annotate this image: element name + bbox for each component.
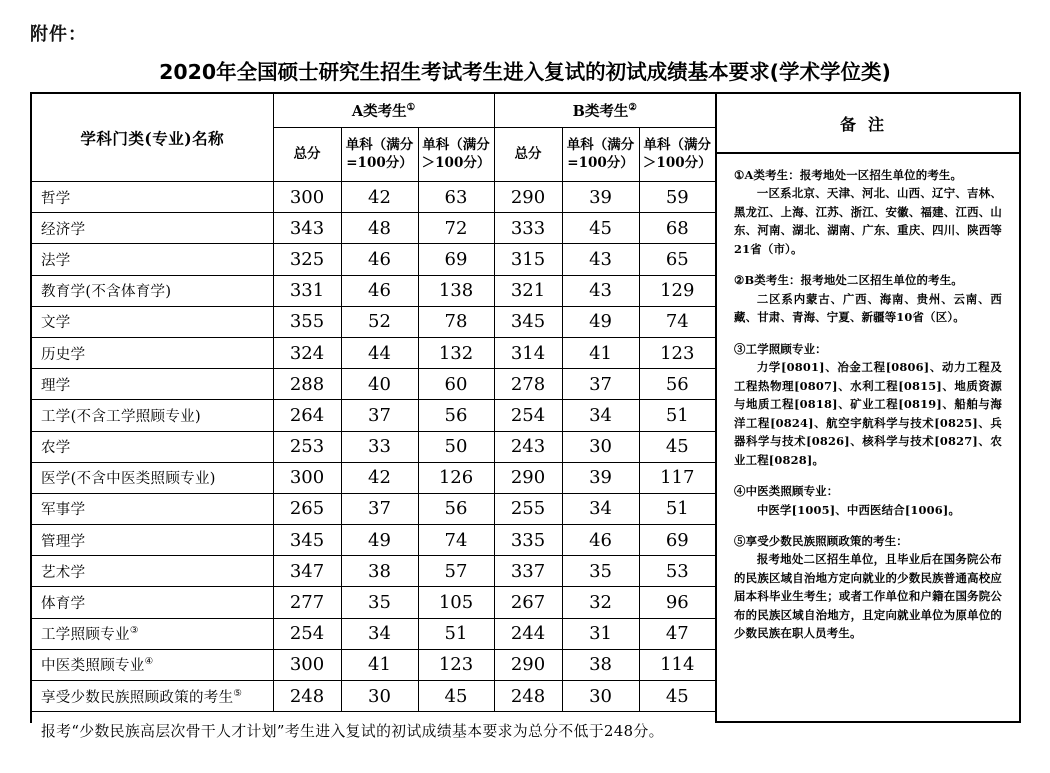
cell-a-sub-eq100: 46 (341, 244, 418, 275)
cell-a-sub-gt100: 123 (418, 649, 494, 680)
row-discipline-label: 艺术学 (41, 564, 86, 581)
table-row (32, 337, 715, 368)
row-discipline-name (32, 213, 273, 244)
cell-b-sub-eq100: 34 (562, 400, 639, 431)
header-b-sub-eq100 (562, 128, 639, 182)
row-discipline-label: 法学 (41, 252, 71, 269)
row-discipline-name (32, 337, 273, 368)
row-discipline-name (32, 275, 273, 306)
cell-a-sub-eq100: 52 (341, 306, 418, 337)
note-item (734, 340, 1002, 469)
cell-a-total: 331 (273, 275, 341, 306)
cell-a-total: 288 (273, 369, 341, 400)
cell-a-sub-eq100: 42 (341, 182, 418, 213)
cell-b-sub-gt100: 74 (639, 306, 715, 337)
header-group-a-label: A类考生 (351, 103, 407, 120)
row-discipline-label: 理学 (41, 377, 71, 394)
cell-b-sub-eq100: 38 (562, 649, 639, 680)
cell-a-sub-gt100: 45 (418, 681, 494, 712)
cell-a-sub-eq100: 37 (341, 400, 418, 431)
header-discipline-name: 学科门类(专业)名称 (32, 94, 273, 182)
table-foot (32, 712, 715, 749)
cell-a-sub-gt100: 126 (418, 462, 494, 493)
footnote-marker-2: ② (628, 102, 637, 114)
cell-a-sub-gt100: 69 (418, 244, 494, 275)
table-row (32, 275, 715, 306)
cell-a-sub-gt100: 132 (418, 337, 494, 368)
cell-b-sub-eq100: 39 (562, 182, 639, 213)
cell-b-total: 335 (494, 525, 562, 556)
cell-b-sub-gt100: 123 (639, 337, 715, 368)
note-text: 力学[0801]、冶金工程[0806]、动力工程及工程热物理[0807]、水利工程[0815]、地质资源与地质工程[0818]、矿业工程[0819]、船舶与海洋工程[0824]、航空宇航科学与技术[0825]、兵器科学与技术[0826]、核科学与技术[0827]、农业工程[0828]。 (734, 360, 1002, 467)
row-discipline-label: 经济学 (41, 221, 86, 238)
cell-b-total: 321 (494, 275, 562, 306)
header-b-total: 总分 (494, 128, 562, 182)
cell-a-total: 347 (273, 556, 341, 587)
cell-b-sub-eq100: 46 (562, 525, 639, 556)
row-discipline-name (32, 244, 273, 275)
row-discipline-name (32, 182, 273, 213)
row-discipline-name (32, 306, 273, 337)
header-group-a (273, 94, 494, 128)
cell-b-sub-eq100: 45 (562, 213, 639, 244)
cell-b-sub-eq100: 31 (562, 618, 639, 649)
cell-a-total: 300 (273, 182, 341, 213)
cell-b-sub-eq100: 43 (562, 244, 639, 275)
cell-b-sub-eq100: 43 (562, 275, 639, 306)
cell-a-total: 343 (273, 213, 341, 244)
cell-b-sub-eq100: 35 (562, 556, 639, 587)
note-text: 一区系北京、天津、河北、山西、辽宁、吉林、黑龙江、上海、江苏、浙江、安徽、福建、江西、山东、河南、湖北、湖南、广东、重庆、四川、陕西等21省（市）。 (734, 186, 1002, 256)
row-discipline-label: 医学(不含中医类照顾专业) (41, 471, 216, 488)
cell-b-sub-gt100: 129 (639, 275, 715, 306)
score-requirements-table (30, 92, 1021, 740)
note-title: ⑤享受少数民族照顾政策的考生： (734, 533, 908, 548)
cell-a-total: 277 (273, 587, 341, 618)
cell-a-sub-eq100: 30 (341, 681, 418, 712)
row-discipline-name (32, 462, 273, 493)
row-discipline-label: 哲学 (41, 190, 71, 207)
row-discipline-name (32, 493, 273, 524)
table-body (32, 182, 715, 712)
cell-a-total: 265 (273, 493, 341, 524)
cell-b-sub-gt100: 65 (639, 244, 715, 275)
cell-b-total: 290 (494, 182, 562, 213)
row-discipline-name (32, 618, 273, 649)
row-footnote-marker: ③ (129, 625, 139, 637)
row-discipline-label: 享受少数民族照顾政策的考生 (41, 689, 234, 706)
note-title: ③工学照顾专业： (734, 341, 827, 356)
header-a-sub-gt100 (418, 128, 494, 182)
cell-b-sub-gt100: 56 (639, 369, 715, 400)
cell-b-total: 248 (494, 681, 562, 712)
cell-b-sub-gt100: 96 (639, 587, 715, 618)
cell-a-sub-eq100: 33 (341, 431, 418, 462)
row-discipline-label: 文学 (41, 315, 71, 332)
cell-a-sub-eq100: 40 (341, 369, 418, 400)
table-row (32, 431, 715, 462)
table-row (32, 649, 715, 680)
cell-b-sub-gt100: 117 (639, 462, 715, 493)
table-head (32, 94, 715, 182)
score-table (32, 94, 715, 748)
row-discipline-name (32, 525, 273, 556)
note-title: ①A类考生：报考地处一区招生单位的考生。 (734, 168, 963, 182)
cell-b-sub-gt100: 114 (639, 649, 715, 680)
note-item (734, 532, 1002, 643)
notes-content (725, 154, 1011, 643)
note-text: 二区系内蒙古、广西、海南、贵州、云南、西藏、甘肃、青海、宁夏、新疆等10省（区）。 (734, 291, 1002, 325)
table-row (32, 306, 715, 337)
cell-a-sub-gt100: 138 (418, 275, 494, 306)
cell-b-total: 278 (494, 369, 562, 400)
cell-a-sub-gt100: 74 (418, 525, 494, 556)
table-row (32, 681, 715, 712)
row-discipline-label: 教育学(不含体育学) (41, 284, 172, 301)
header-b-sub-eq100-line1: 单科（满分 (566, 137, 635, 154)
cell-b-total: 255 (494, 493, 562, 524)
row-footnote-marker: ⑤ (233, 687, 243, 699)
cell-b-sub-gt100: 47 (639, 618, 715, 649)
row-discipline-name (32, 556, 273, 587)
note-title: ②B类考生：报考地处二区招生单位的考生。 (734, 273, 963, 288)
cell-b-sub-gt100: 68 (639, 213, 715, 244)
cell-a-total: 248 (273, 681, 341, 712)
row-discipline-name (32, 400, 273, 431)
cell-b-total: 290 (494, 649, 562, 680)
cell-a-sub-gt100: 78 (418, 306, 494, 337)
header-a-sub-gt100-line2: ＞100分） (421, 154, 491, 171)
cell-b-total: 254 (494, 400, 562, 431)
score-table-left-block (32, 94, 717, 740)
cell-a-sub-eq100: 37 (341, 493, 418, 524)
cell-b-sub-eq100: 39 (562, 462, 639, 493)
cell-b-sub-gt100: 45 (639, 681, 715, 712)
row-discipline-label: 中医类照顾专业 (41, 658, 145, 675)
table-row (32, 400, 715, 431)
row-discipline-name (32, 649, 273, 680)
cell-a-total: 324 (273, 337, 341, 368)
cell-a-sub-eq100: 34 (341, 618, 418, 649)
table-row (32, 182, 715, 213)
header-a-sub-eq100 (341, 128, 418, 182)
header-b-sub-gt100-line1: 单科（满分 (643, 137, 712, 154)
header-group-b (494, 94, 715, 128)
row-discipline-label: 工学(不含工学照顾专业) (41, 408, 201, 425)
attachment-label: 附件： (30, 24, 87, 45)
header-b-sub-eq100-line2: =100分） (567, 154, 634, 171)
cell-a-sub-gt100: 60 (418, 369, 494, 400)
cell-b-sub-gt100: 59 (639, 182, 715, 213)
row-discipline-label: 体育学 (41, 596, 86, 613)
notes-column-header: 备注 (717, 94, 1019, 154)
row-discipline-name (32, 431, 273, 462)
header-group-b-label: B类考生 (572, 103, 629, 120)
cell-a-sub-eq100: 49 (341, 525, 418, 556)
footnote-marker-1: ① (406, 102, 416, 114)
cell-b-sub-gt100: 51 (639, 400, 715, 431)
cell-a-total: 300 (273, 649, 341, 680)
row-discipline-name (32, 681, 273, 712)
row-footnote-marker: ④ (144, 656, 154, 668)
row-discipline-name (32, 369, 273, 400)
note-item (734, 271, 1002, 326)
row-discipline-label: 历史学 (41, 346, 86, 363)
header-a-total: 总分 (273, 128, 341, 182)
table-row (32, 213, 715, 244)
cell-b-sub-eq100: 41 (562, 337, 639, 368)
cell-a-sub-gt100: 51 (418, 618, 494, 649)
cell-a-sub-gt100: 105 (418, 587, 494, 618)
table-row (32, 244, 715, 275)
cell-b-sub-eq100: 34 (562, 493, 639, 524)
page-title: 2020年全国硕士研究生招生考试考生进入复试的初试成绩基本要求(学术学位类) (159, 60, 891, 84)
cell-a-total: 264 (273, 400, 341, 431)
row-discipline-label: 工学照顾专业 (41, 627, 130, 644)
cell-b-sub-eq100: 37 (562, 369, 639, 400)
cell-b-total: 314 (494, 337, 562, 368)
cell-b-sub-eq100: 30 (562, 431, 639, 462)
cell-a-sub-eq100: 44 (341, 337, 418, 368)
cell-b-total: 244 (494, 618, 562, 649)
cell-b-total: 243 (494, 431, 562, 462)
table-row (32, 369, 715, 400)
cell-a-sub-eq100: 38 (341, 556, 418, 587)
cell-a-sub-gt100: 56 (418, 400, 494, 431)
row-discipline-label: 军事学 (41, 502, 86, 519)
note-text: 中医学[1005]、中西医结合[1006]。 (756, 502, 961, 517)
note-title: ④中医类照顾专业： (734, 484, 839, 499)
table-row (32, 587, 715, 618)
cell-a-total: 253 (273, 431, 341, 462)
cell-b-sub-gt100: 45 (639, 431, 715, 462)
cell-b-sub-eq100: 49 (562, 306, 639, 337)
note-item (734, 166, 1002, 258)
note-item (734, 482, 1002, 519)
cell-b-sub-gt100: 51 (639, 493, 715, 524)
cell-a-sub-gt100: 72 (418, 213, 494, 244)
cell-b-sub-eq100: 30 (562, 681, 639, 712)
cell-a-sub-eq100: 42 (341, 462, 418, 493)
cell-b-total: 333 (494, 213, 562, 244)
table-row (32, 462, 715, 493)
cell-a-total: 325 (273, 244, 341, 275)
cell-a-sub-gt100: 56 (418, 493, 494, 524)
cell-a-total: 300 (273, 462, 341, 493)
cell-a-total: 254 (273, 618, 341, 649)
cell-a-sub-eq100: 46 (341, 275, 418, 306)
row-discipline-name (32, 587, 273, 618)
table-row (32, 556, 715, 587)
cell-b-total: 290 (494, 462, 562, 493)
table-footnote: 报考“少数民族高层次骨干人才计划”考生进入复试的初试成绩基本要求为总分不低于248分。 (32, 712, 715, 749)
cell-a-sub-eq100: 41 (341, 649, 418, 680)
note-text: 报考地处二区招生单位，且毕业后在国务院公布的民族区域自治地方定向就业的少数民族普通高校应届本科毕业生考生；或者工作单位和户籍在国务院公布的民族区域自治地方，且定向就业单位为原单位的少数民族在职人员考生。 (734, 552, 1002, 641)
header-a-sub-gt100-line1: 单科（满分 (422, 137, 490, 154)
cell-b-total: 267 (494, 587, 562, 618)
cell-b-total: 337 (494, 556, 562, 587)
row-discipline-label: 管理学 (41, 533, 86, 550)
cell-b-sub-gt100: 69 (639, 525, 715, 556)
cell-a-sub-gt100: 63 (418, 182, 494, 213)
cell-a-sub-eq100: 35 (341, 587, 418, 618)
cell-a-total: 355 (273, 306, 341, 337)
cell-a-total: 345 (273, 525, 341, 556)
cell-b-total: 345 (494, 306, 562, 337)
table-row (32, 618, 715, 649)
header-a-sub-eq100-line1: 单科（满分 (345, 137, 414, 154)
cell-b-sub-gt100: 53 (639, 556, 715, 587)
cell-a-sub-gt100: 50 (418, 431, 494, 462)
cell-b-sub-eq100: 32 (562, 587, 639, 618)
cell-b-total: 315 (494, 244, 562, 275)
table-row (32, 525, 715, 556)
table-row (32, 493, 715, 524)
notes-column (717, 94, 1019, 721)
header-b-sub-gt100-line2: ＞100分） (642, 154, 712, 171)
header-a-sub-eq100-line2: =100分） (346, 154, 413, 171)
cell-a-sub-eq100: 48 (341, 213, 418, 244)
cell-a-sub-gt100: 57 (418, 556, 494, 587)
row-discipline-label: 农学 (41, 440, 71, 457)
header-b-sub-gt100 (639, 128, 715, 182)
